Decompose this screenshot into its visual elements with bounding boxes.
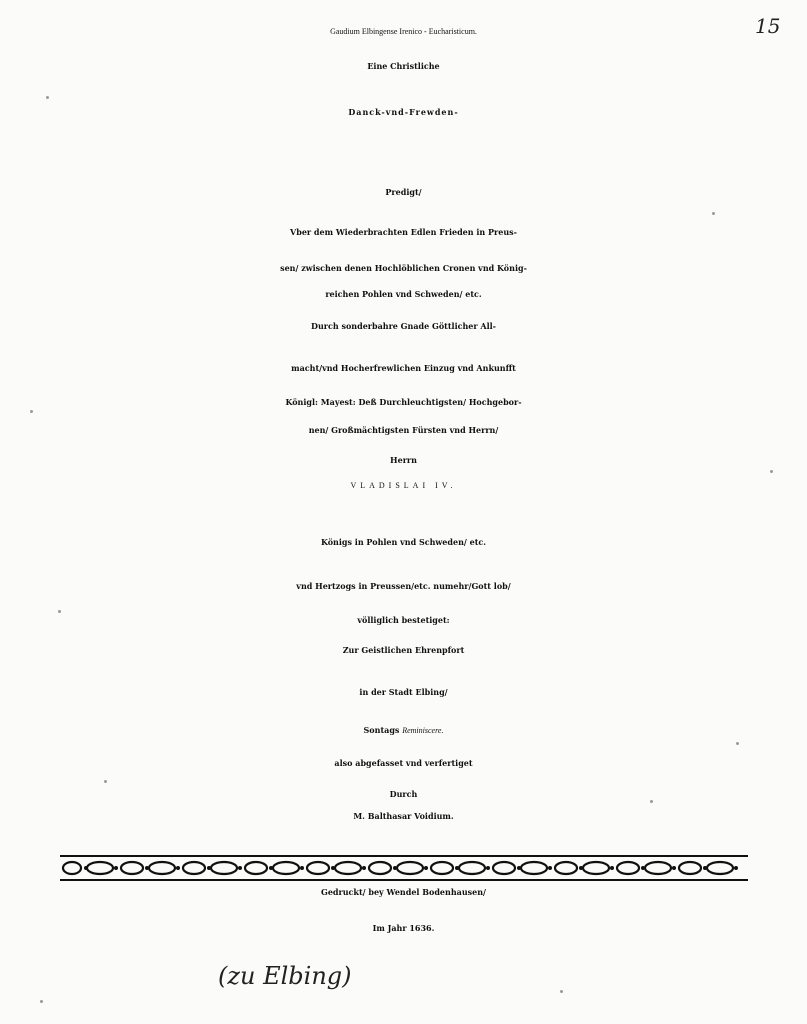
subtitle-line-2: sen/ zwischen denen Hochlöblichen Cronen vnd König- xyxy=(280,263,527,273)
title-predigt: Predigt/ xyxy=(385,187,422,197)
subtitle-line-3: reichen Pohlen vnd Schweden/ etc. xyxy=(325,289,482,299)
venue-line-2: in der Stadt Elbing/ xyxy=(359,687,448,697)
sunday-line xyxy=(0,726,807,735)
title-line-eine: Eine Christliche xyxy=(367,61,440,71)
scan-speck xyxy=(770,470,773,473)
king-title-line-1: Königs in Pohlen vnd Schweden/ etc. xyxy=(320,537,487,547)
scan-speck xyxy=(736,742,739,745)
author-name: M. Balthasar Voidium. xyxy=(353,811,454,821)
king-title-line-3: völliglich bestetiget: xyxy=(357,615,450,625)
composed-line: also abgefasset vnd verfertiget xyxy=(334,758,473,768)
by-line: Durch xyxy=(389,789,418,799)
main-title-danck: Danck-vnd-Frewden- xyxy=(348,107,459,117)
header-latin-title: Gaudium Elbingense Irenico - Eucharisticum. xyxy=(330,27,477,36)
scan-speck xyxy=(560,990,563,993)
year-line: Im Jahr 1636. xyxy=(372,923,435,933)
occasion-line-3: Königl: Mayest: Deß Durchleuchtigsten/ Hochgebor- xyxy=(285,397,522,407)
herrn-line: Herrn xyxy=(390,455,417,465)
sunday-prefix: Sontags xyxy=(363,725,403,735)
subtitle-line-1: Vber dem Wiederbrachten Edlen Frieden in Preus- xyxy=(290,227,517,237)
scan-speck xyxy=(58,610,61,613)
scan-speck xyxy=(650,800,653,803)
occasion-line-1: Durch sonderbahre Gnade Göttlicher All- xyxy=(311,321,496,331)
occasion-line-4: nen/ Großmächtigsten Fürsten vnd Herrn/ xyxy=(308,425,499,435)
scan-speck xyxy=(712,212,715,215)
scan-speck xyxy=(30,410,33,413)
king-title-line-2: vnd Hertzogs in Preussen/etc. numehr/Gott lob/ xyxy=(296,581,511,591)
handwritten-note: (zu Elbing) xyxy=(218,962,352,990)
scan-speck xyxy=(40,1000,43,1003)
scan-speck xyxy=(46,96,49,99)
king-name: VLADISLAI IV. xyxy=(350,481,457,490)
ornamental-border xyxy=(60,854,748,882)
sunday-latin: Reminiscere. xyxy=(402,726,444,735)
occasion-line-2: macht/vnd Hocherfrewlichen Einzug vnd Ankunfft xyxy=(291,363,516,373)
scan-speck xyxy=(104,780,107,783)
page-number: 15 xyxy=(755,14,781,38)
printer-line: Gedruckt/ bey Wendel Bodenhausen/ xyxy=(321,887,486,897)
venue-line-1: Zur Geistlichen Ehrenpfort xyxy=(342,645,465,655)
